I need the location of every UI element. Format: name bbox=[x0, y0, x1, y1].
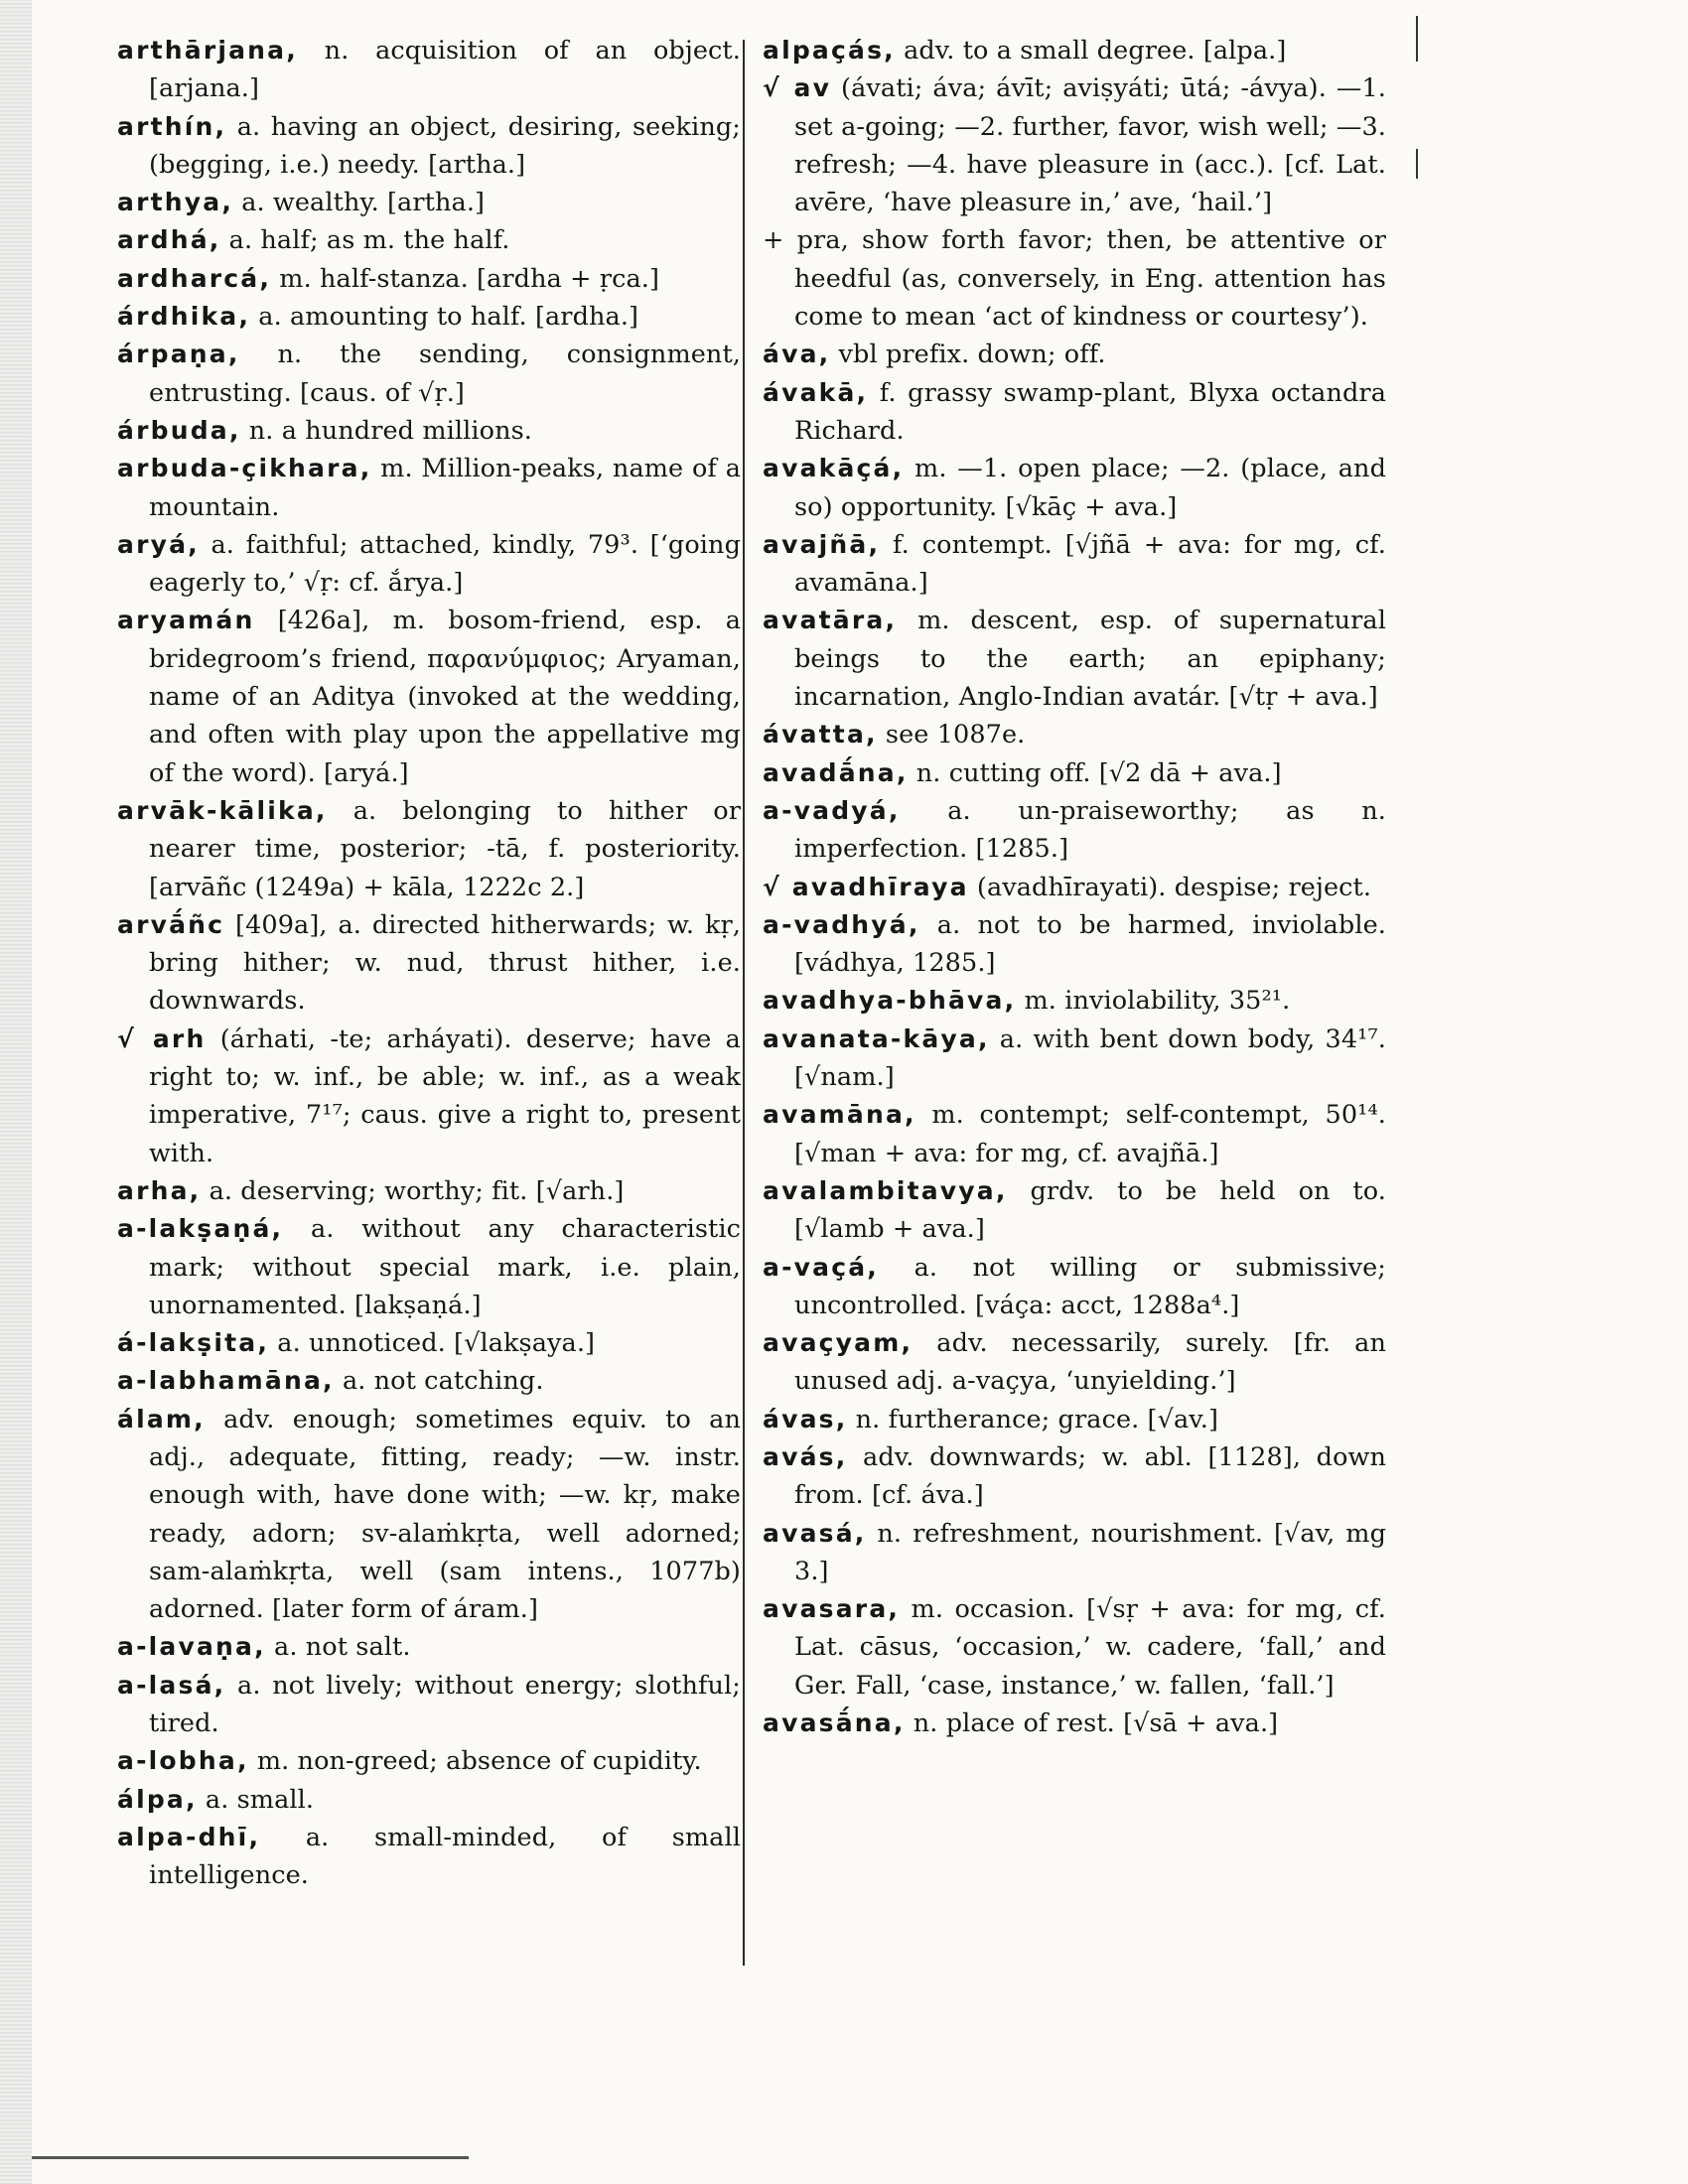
entry-definition: a. small. bbox=[197, 1784, 315, 1815]
dictionary-entry bbox=[117, 221, 741, 259]
dictionary-entry bbox=[117, 108, 741, 185]
entry-headword: √ avadhīraya bbox=[763, 872, 969, 901]
entry-headword: arthya, bbox=[117, 188, 234, 217]
entry-definition: adv. enough; sometimes equiv. to an adj., adequate, fitting, ready; —w. instr. enough with, have done with; —w. kṛ, make ready, adorn; sv-alaṁkṛta, well adorned; sam-alaṁkṛta, well (sam intens., 1077b) adorned. [later form of áram.] bbox=[149, 1404, 741, 1625]
entry-headword: alpaçás, bbox=[763, 36, 896, 65]
dictionary-entry bbox=[117, 1021, 741, 1172]
entry-definition: (árhati, -te; arháyati). deserve; have a right to; w. inf., be able; w. inf., as a weak imperative, 7¹⁷; caus. give a right to, present with. bbox=[149, 1024, 741, 1168]
entry-definition: n. cutting off. [√2 dā + ava.] bbox=[908, 757, 1282, 788]
entry-headword: a-lavaṇa, bbox=[117, 1632, 266, 1662]
entry-headword: avaçyam, bbox=[763, 1328, 914, 1358]
entry-headword: avasá, bbox=[763, 1518, 867, 1548]
entry-headword: ávakā, bbox=[763, 377, 869, 407]
dictionary-entry bbox=[117, 1819, 741, 1895]
left-column bbox=[117, 32, 741, 1895]
entry-headword: avanata-kāya, bbox=[763, 1024, 990, 1053]
entry-definition: a. having an object, desiring, seeking; (begging, i.e.) needy. [artha.] bbox=[149, 111, 741, 180]
dictionary-entry bbox=[763, 526, 1386, 603]
entry-definition: m. non-greed; absence of cupidity. bbox=[248, 1746, 702, 1777]
entry-headword: avadā́na, bbox=[763, 757, 909, 787]
entry-definition: a. deserving; worthy; fit. [√arh.] bbox=[201, 1175, 625, 1206]
entry-headword: ávas, bbox=[763, 1404, 848, 1433]
dictionary-entry bbox=[763, 336, 1386, 373]
entry-headword: a-vadyá, bbox=[763, 795, 901, 825]
dictionary-entry bbox=[117, 1628, 741, 1666]
entry-definition: vbl prefix. down; off. bbox=[830, 340, 1106, 370]
dictionary-entry bbox=[763, 906, 1386, 983]
entry-headword: avás, bbox=[763, 1441, 848, 1471]
entry-headword: ávatta, bbox=[763, 720, 878, 750]
dictionary-entry bbox=[763, 221, 1386, 336]
entry-definition: grdv. to be held on to. [√lamb + ava.] bbox=[794, 1175, 1386, 1245]
entry-definition: (ávati; áva; ávīt; aviṣyáti; ūtá; -ávya). —1. set a-going; —2. further, favor, wish well; —3. refresh; —4. have pleasure in (acc.). [cf. Lat. avēre, ‘have pleasure in,’ ave, ‘hail.’] bbox=[794, 73, 1386, 218]
entry-definition: adv. necessarily, surely. [fr. an unused adj. a-vaçya, ‘unyielding.’] bbox=[794, 1328, 1386, 1397]
entry-definition: f. grassy swamp-plant, Blyxa octandra Richard. bbox=[794, 377, 1386, 446]
entry-headword: álam, bbox=[117, 1404, 206, 1433]
entry-definition: see 1087e. bbox=[877, 720, 1026, 751]
entry-definition: [409a], a. directed hitherwards; w. kṛ, bring hither; w. nud, thrust hither, i.e. downwards. bbox=[149, 909, 741, 1017]
dictionary-entry bbox=[117, 1362, 741, 1400]
dictionary-entry bbox=[763, 792, 1386, 869]
entry-definition: + pra, show forth favor; then, be attentive or heedful (as, conversely, in Eng. attention has come to mean ‘act of kindness or courtesy’). bbox=[763, 225, 1386, 333]
entry-definition: a. unnoticed. [√lakṣaya.] bbox=[269, 1328, 596, 1359]
entry-headword: √ arh bbox=[117, 1024, 207, 1053]
entry-headword: arbuda-çikhara, bbox=[117, 454, 372, 483]
entry-headword: ardharcá, bbox=[117, 263, 272, 293]
entry-definition: a. with bent down body, 34¹⁷. [√nam.] bbox=[794, 1024, 1386, 1093]
entry-definition: a. not lively; without energy; slothful; tired. bbox=[149, 1670, 741, 1739]
dictionary-entry bbox=[763, 1438, 1386, 1515]
dictionary-entry bbox=[763, 69, 1386, 221]
entry-headword: avalambitavya, bbox=[763, 1175, 1008, 1205]
entry-definition: f. contempt. [√jñā + ava: for mg, cf. avamāna.] bbox=[794, 529, 1386, 599]
dictionary-entry bbox=[117, 298, 741, 336]
dictionary-entry bbox=[117, 184, 741, 221]
dictionary-entry bbox=[117, 412, 741, 450]
entry-headword: a-lasá, bbox=[117, 1670, 226, 1700]
dictionary-entry bbox=[763, 982, 1386, 1020]
entry-definition: n. acquisition of an object. [arjana.] bbox=[149, 36, 741, 104]
dictionary-entry bbox=[763, 1172, 1386, 1249]
entry-headword: ardhá, bbox=[117, 225, 221, 255]
dictionary-entry bbox=[117, 1742, 741, 1780]
entry-definition: n. a hundred millions. bbox=[240, 415, 532, 446]
entry-headword: arha, bbox=[117, 1175, 202, 1205]
entry-definition: a. wealthy. [artha.] bbox=[233, 188, 486, 218]
dictionary-entry bbox=[117, 1172, 741, 1210]
dictionary-entry bbox=[763, 1021, 1386, 1097]
column-divider bbox=[743, 40, 745, 1966]
entry-definition: m. descent, esp. of supernatural beings to the earth; an epiphany; incarnation, Anglo-Indian avatár. [√tṛ + ava.] bbox=[794, 606, 1386, 713]
entry-headword: avasara, bbox=[763, 1594, 901, 1624]
dictionary-entry bbox=[763, 1401, 1386, 1438]
dictionary-entry bbox=[117, 1667, 741, 1743]
entry-definition: n. furtherance; grace. [√av.] bbox=[847, 1404, 1218, 1434]
entry-definition: a. faithful; attached, kindly, 79³. [‘going eagerly to,’ √ṛ: cf. ắrya.] bbox=[149, 529, 741, 599]
entry-headword: árbuda, bbox=[117, 415, 241, 445]
entry-headword: √ av bbox=[763, 73, 832, 103]
entry-headword: á-lakṣita, bbox=[117, 1328, 270, 1358]
entry-headword: avakāçá, bbox=[763, 454, 905, 483]
entry-definition: m. half-stanza. [ardha + ṛca.] bbox=[271, 263, 660, 294]
entry-definition: a. un-praiseworthy; as n. imperfection. [1285.] bbox=[794, 795, 1386, 865]
entry-definition: a. belonging to hither or nearer time, posterior; -tā, f. posteriority. [arvāñc (1249a) + kāla, 1222c 2.] bbox=[149, 795, 741, 902]
dictionary-entry bbox=[117, 1781, 741, 1819]
entry-headword: a-vadhyá, bbox=[763, 909, 920, 939]
entry-headword: árdhika, bbox=[117, 302, 251, 332]
dictionary-entry bbox=[117, 1401, 741, 1629]
dictionary-entry bbox=[763, 1515, 1386, 1591]
dictionary-entry bbox=[763, 1096, 1386, 1172]
entry-headword: a-lakṣaṇá, bbox=[117, 1214, 284, 1244]
dictionary-entry bbox=[117, 260, 741, 298]
entry-headword: avatāra, bbox=[763, 606, 898, 635]
dictionary-entry bbox=[763, 1324, 1386, 1401]
entry-headword: arthārjana, bbox=[117, 36, 298, 65]
dictionary-entry bbox=[117, 450, 741, 526]
entry-definition: m. Million-peaks, name of a mountain. bbox=[149, 454, 741, 522]
entry-headword: áva, bbox=[763, 340, 831, 369]
entry-definition: (avadhīrayati). despise; reject. bbox=[968, 872, 1372, 902]
entry-headword: álpa, bbox=[117, 1784, 198, 1814]
entry-headword: avamāna, bbox=[763, 1100, 916, 1130]
dictionary-entry bbox=[763, 450, 1386, 526]
dictionary-entry bbox=[117, 792, 741, 906]
binding-edge bbox=[0, 0, 32, 2184]
entry-headword: avasā́na, bbox=[763, 1708, 906, 1738]
dictionary-entry bbox=[117, 906, 741, 1021]
entry-definition: a. not catching. bbox=[334, 1366, 544, 1397]
dictionary-entry bbox=[117, 32, 741, 108]
entry-definition: a. small-minded, of small intelligence. bbox=[149, 1822, 741, 1891]
entry-definition: a. not willing or submissive; uncontrolled. [váça: acct, 1288a⁴.] bbox=[794, 1252, 1386, 1320]
dictionary-entry bbox=[117, 1210, 741, 1324]
entry-headword: arthín, bbox=[117, 111, 227, 141]
entry-headword: avadhya-bhāva, bbox=[763, 986, 1017, 1016]
entry-definition: a. not to be harmed, inviolable. [vádhya, 1285.] bbox=[794, 909, 1386, 979]
margin-mark bbox=[1416, 149, 1418, 179]
entry-definition: adv. downwards; w. abl. [1128], down from. [cf. áva.] bbox=[794, 1441, 1386, 1511]
dictionary-entry bbox=[763, 869, 1386, 906]
entry-headword: a-lobha, bbox=[117, 1746, 249, 1776]
entry-headword: a-vaçá, bbox=[763, 1252, 879, 1282]
entry-headword: alpa-dhī, bbox=[117, 1822, 261, 1851]
dictionary-entry bbox=[763, 1249, 1386, 1325]
entry-definition: m. —1. open place; —2. (place, and so) opportunity. [√kāç + ava.] bbox=[794, 454, 1386, 522]
entry-definition: n. the sending, consignment, entrusting. [caus. of √ṛ.] bbox=[149, 340, 741, 408]
dictionary-entry bbox=[763, 32, 1386, 69]
dictionary-entry bbox=[763, 754, 1386, 792]
entry-definition: a. amounting to half. [ardha.] bbox=[250, 302, 639, 333]
dictionary-entry bbox=[763, 1705, 1386, 1742]
entry-definition: [426a], m. bosom-friend, esp. a bridegroom’s friend, παρανύμφιος; Aryaman, name of an Aditya (invoked at the wedding, and often with play upon the appellative mg of the word). [aryá.] bbox=[149, 606, 741, 788]
entry-headword: aryamán bbox=[117, 606, 255, 635]
dictionary-entry bbox=[117, 336, 741, 412]
dictionary-entry bbox=[763, 374, 1386, 451]
dictionary-entry bbox=[117, 526, 741, 603]
dictionary-entry bbox=[763, 1590, 1386, 1705]
entry-headword: arvā́ñc bbox=[117, 909, 225, 939]
dictionary-entry bbox=[117, 1324, 741, 1362]
entry-definition: n. place of rest. [√sā + ava.] bbox=[905, 1708, 1279, 1739]
entry-headword: a-labhamāna, bbox=[117, 1366, 335, 1396]
entry-headword: avajñā, bbox=[763, 529, 881, 559]
entry-headword: aryá, bbox=[117, 529, 200, 559]
entry-definition: a. without any characteristic mark; without special mark, i.e. plain, unornamented. [lakṣaṇá.] bbox=[149, 1214, 741, 1320]
entry-definition: adv. to a small degree. [alpa.] bbox=[895, 36, 1287, 66]
entry-definition: m. occasion. [√sṛ + ava: for mg, cf. Lat. cāsus, ‘occasion,’ w. cadere, ‘fall,’ and Ger. Fall, ‘case, instance,’ w. fallen, ‘fall.’] bbox=[794, 1594, 1386, 1701]
entry-definition: m. inviolability, 35²¹. bbox=[1016, 986, 1291, 1017]
entry-definition: n. refreshment, nourishment. [√av, mg 3.] bbox=[794, 1518, 1386, 1586]
entry-headword: arvāk-kālika, bbox=[117, 795, 328, 825]
dictionary-entry bbox=[763, 716, 1386, 753]
dictionary-entry bbox=[117, 602, 741, 791]
entry-definition: a. not salt. bbox=[265, 1632, 411, 1663]
footer-rule bbox=[32, 2156, 469, 2159]
entry-definition: m. contempt; self-contempt, 50¹⁴. [√man + ava: for mg, cf. avajñā.] bbox=[794, 1100, 1386, 1168]
dictionary-entry bbox=[763, 602, 1386, 716]
right-column bbox=[763, 32, 1386, 1742]
entry-headword: árpaṇa, bbox=[117, 340, 240, 369]
entry-definition: a. half; as m. the half. bbox=[220, 225, 510, 256]
margin-mark bbox=[1416, 16, 1418, 62]
